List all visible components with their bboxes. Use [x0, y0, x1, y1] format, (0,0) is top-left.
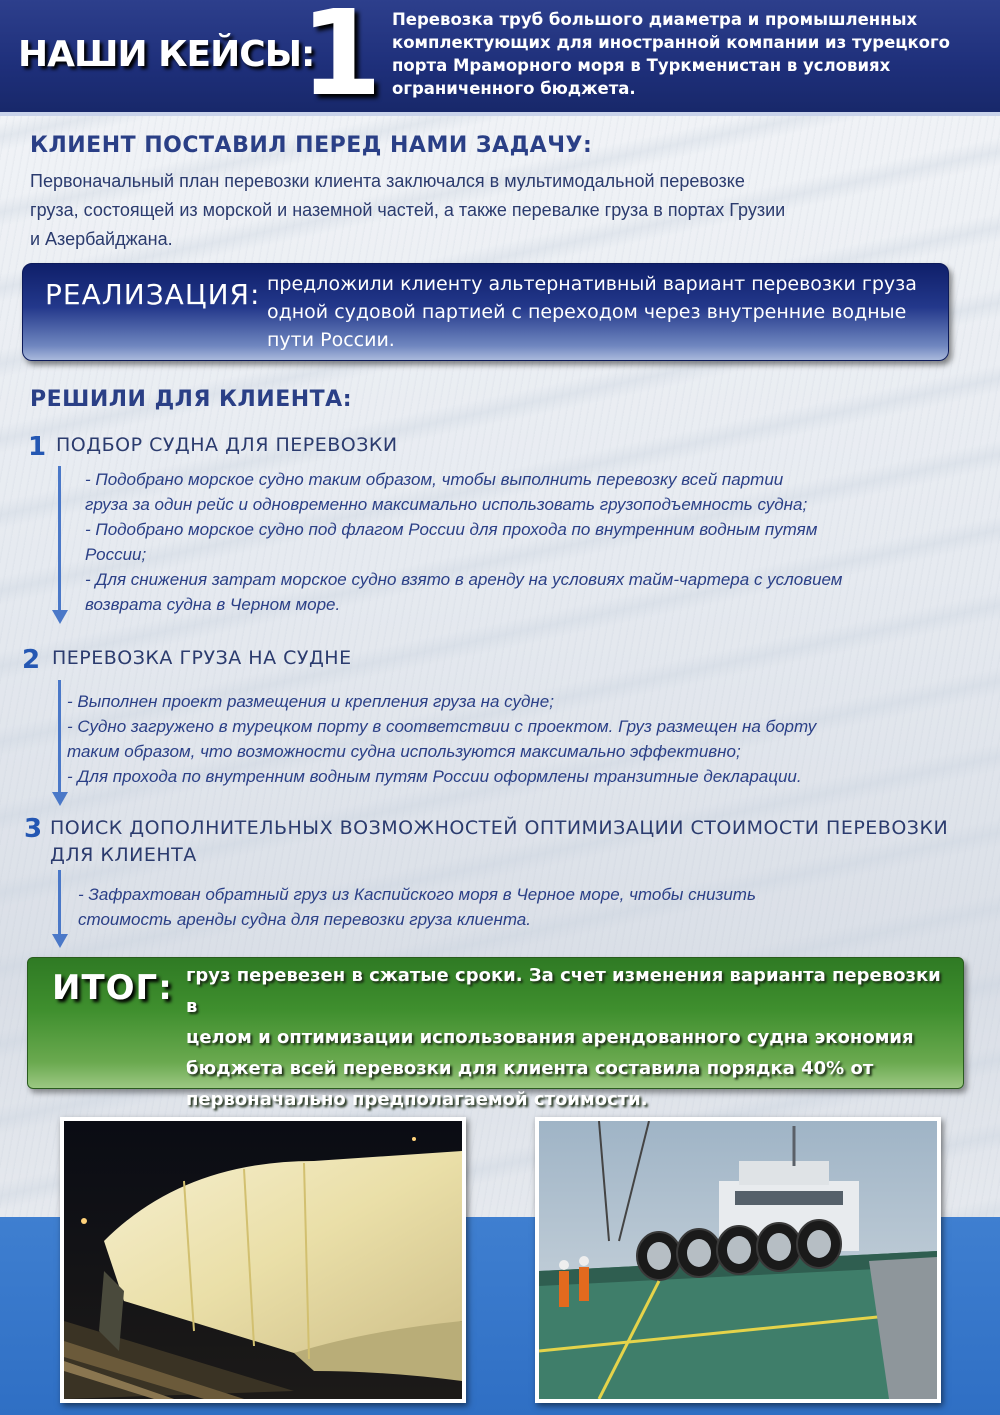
case-description: Перевозка труб большого диаметра и промышленных комплектующих для иностранной компании из турецкого порта Мраморного моря в Туркменистан в условиях ограниченного бюджета.	[392, 10, 950, 98]
header-banner	[0, 0, 1000, 122]
bullet-line: - Подобрано морское судно под флагом России для прохода по внутренним водным путям	[85, 520, 818, 539]
result-line: первоначально предполагаемой стоимости.	[186, 1089, 648, 1110]
result-line: целом и оптимизации использования арендованного судна экономия	[186, 1027, 914, 1048]
cargo-photo-vessel	[535, 1117, 941, 1403]
case-number: 1	[300, 0, 383, 122]
bullet-line: возврата судна в Черном море.	[85, 595, 341, 614]
bullet-line: - Подобрано морское судно таким образом, чтобы выполнить перевозку всей партии	[85, 470, 784, 489]
bullet-line: - Судно загружено в турецком порту в соответствии с проектом. Груз размещен на борту	[67, 717, 817, 736]
realization-label: РЕАЛИЗАЦИЯ:	[45, 278, 261, 311]
task-line: и Азербайджана.	[30, 229, 173, 249]
task-line: Первоначальный план перевозки клиента заключался в мультимодальной перевозке	[30, 171, 745, 191]
step-1-bullets	[85, 467, 842, 617]
result-line: бюджета всей перевозки для клиента составила порядка 40% от	[186, 1058, 874, 1079]
step-3-title-line: ПОИСК ДОПОЛНИТЕЛЬНЫХ ВОЗМОЖНОСТЕЙ ОПТИМИЗАЦИИ СТОИМОСТИ ПЕРЕВОЗКИ	[50, 817, 949, 839]
step-2-title: ПЕРЕВОЗКА ГРУЗА НА СУДНЕ	[52, 647, 352, 669]
step-3-title-line: ДЛЯ КЛИЕНТА	[50, 844, 197, 866]
bullet-line: - Зафрахтован обратный груз из Каспийского моря в Черное море, чтобы снизить	[78, 885, 756, 904]
solved-heading: РЕШИЛИ ДЛЯ КЛИЕНТА:	[30, 387, 352, 412]
result-label: ИТОГ:	[52, 968, 173, 1008]
header-title: НАШИ КЕЙСЫ:	[18, 34, 315, 75]
step-2-arrow-icon	[52, 680, 68, 808]
bullet-line: - Для прохода по внутренним водным путям России оформлены транзитные декларации.	[67, 767, 802, 786]
step-1-arrow-icon	[52, 466, 68, 626]
step-2-number: 2	[22, 645, 41, 675]
task-heading: КЛИЕНТ ПОСТАВИЛ ПЕРЕД НАМИ ЗАДАЧУ:	[30, 133, 593, 158]
result-box	[27, 957, 964, 1110]
step-1-title: ПОДБОР СУДНА ДЛЯ ПЕРЕВОЗКИ	[56, 434, 398, 456]
step-3-number: 3	[24, 814, 43, 844]
bullet-line: России;	[85, 545, 147, 564]
step-3-bullets	[78, 882, 756, 932]
bullet-line: - Выполнен проект размещения и крепления груза на судне;	[67, 692, 554, 711]
task-paragraph	[30, 167, 970, 254]
cargo-photo-railway	[60, 1117, 466, 1403]
bullet-line: груза за один рейс и одновременно максимально использовать грузоподъемность судна;	[85, 495, 808, 514]
result-text	[186, 960, 956, 1115]
bullet-line: таким образом, что возможности судна используются максимально эффективно;	[67, 742, 741, 761]
realization-text: предложили клиенту альтернативный вариант перевозки груза одной судовой партией с переходом через внутренние водные пути России.	[267, 273, 917, 351]
bullet-line: - Для снижения затрат морское судно взято в аренду на условиях тайм-чартера с условием	[85, 570, 843, 589]
step-3-arrow-icon	[52, 870, 68, 950]
task-line: груза, состоящей из морской и наземной частей, а также перевалке груза в портах Грузии	[30, 200, 786, 220]
realization-box	[22, 263, 949, 361]
result-line: груз перевезен в сжатые сроки. За счет изменения варианта перевозки в	[186, 965, 941, 1017]
step-1-number: 1	[28, 432, 47, 462]
bullet-line: стоимость аренды судна для перевозки груза клиента.	[78, 910, 531, 929]
step-3-title	[50, 815, 948, 869]
step-2-bullets	[67, 689, 816, 789]
